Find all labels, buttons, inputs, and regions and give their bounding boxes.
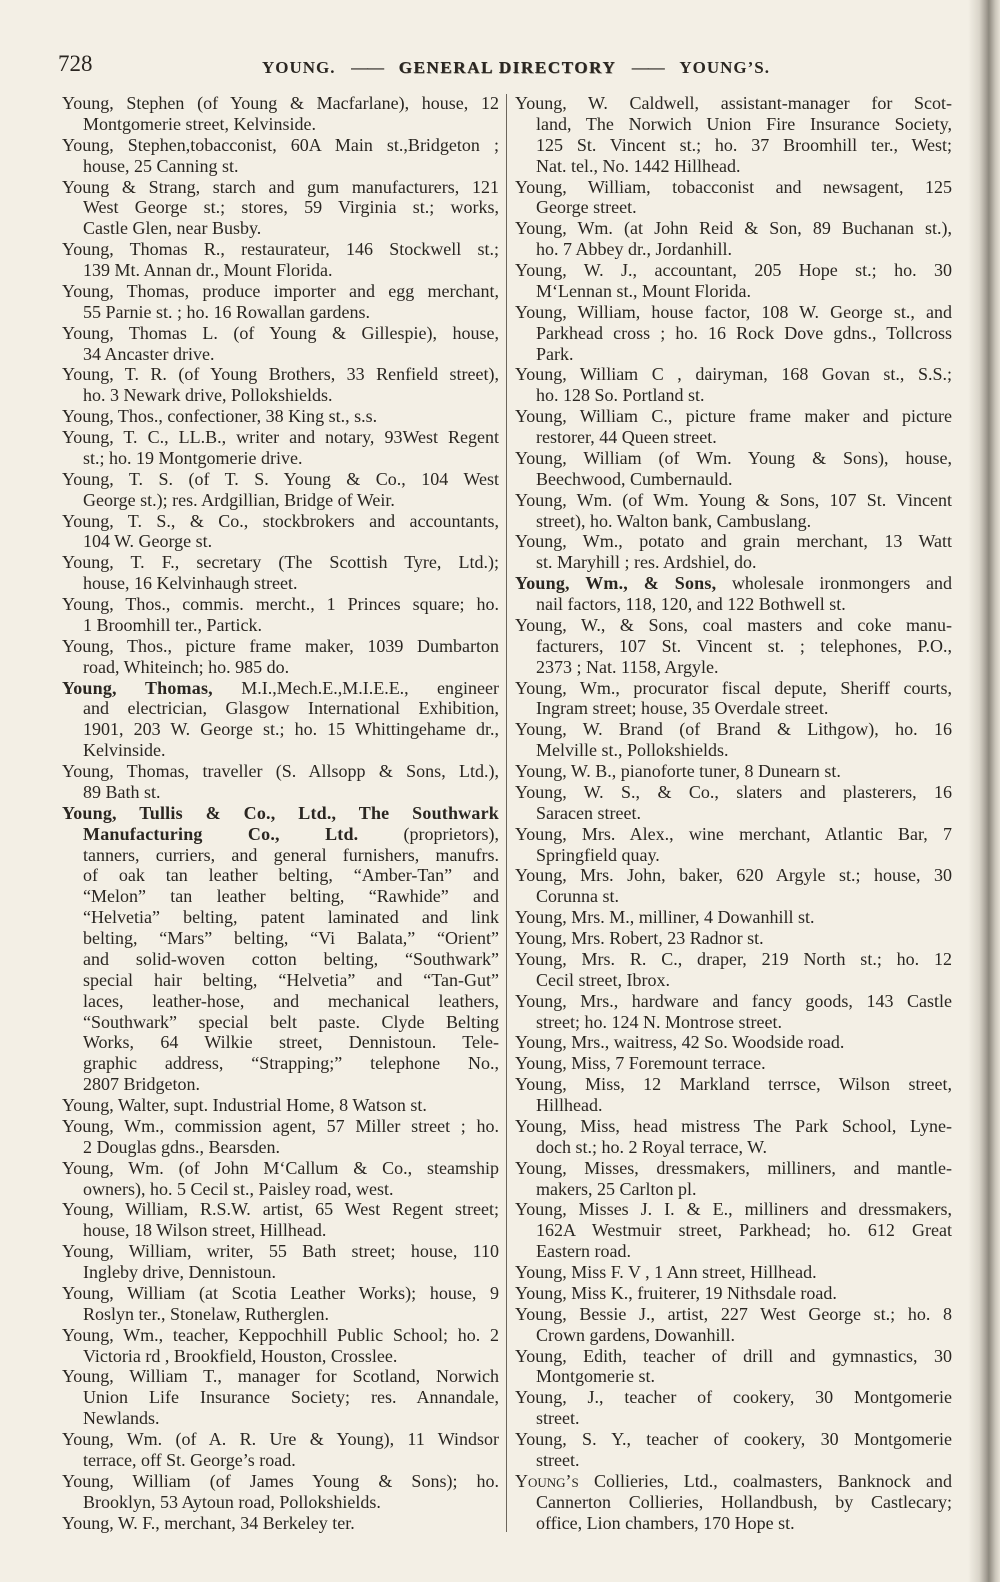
directory-entry: [515, 1304, 952, 1346]
directory-line: Young, William (of Wm. Young & Sons), house,: [515, 447, 952, 468]
directory-entry: [515, 1346, 952, 1388]
directory-line: st. Maryhill ; res. Ardshiel, do.: [536, 552, 757, 573]
directory-line: Young, W. J., accountant, 205 Hope st.; ho. 30: [515, 260, 952, 280]
directory-entry: [515, 448, 952, 490]
directory-line: Young, T. C., LL.B., writer and notary, 93West Regent: [62, 427, 499, 447]
directory-line: Young, Mrs., waitress, 42 So. Woodside road.: [515, 1032, 845, 1053]
directory-line: Park.: [536, 343, 574, 364]
directory-line: Young, Wm. (at John Reid & Son, 89 Buchanan st.),: [515, 218, 952, 239]
directory-entry: [515, 949, 952, 991]
directory-line: 34 Ancaster drive.: [83, 343, 215, 364]
directory-line: Young, Mrs. R. C., draper, 219 North st.; ho. 12: [515, 948, 952, 969]
directory-entry: [515, 1199, 952, 1262]
directory-line: Young, Thomas, traveller (S. Allsopp & Sons, Ltd.),: [62, 761, 499, 781]
directory-entry: [62, 239, 499, 281]
right-column: [515, 93, 952, 1533]
directory-line: street; ho. 124 N. Montrose street.: [536, 1011, 782, 1032]
running-title-surname: YOUNG.: [262, 58, 336, 77]
directory-line: Young, William T., manager for Scotland, Norwich: [62, 1366, 499, 1387]
directory-line: land, The Norwich Union Fire Insurance Society,: [536, 113, 952, 134]
directory-line: Young, W. S., & Co., slaters and plasterers, 16: [515, 781, 952, 802]
directory-entry: [62, 594, 499, 636]
directory-line: Young, T. F., secretary (The Scottish Tyre, Ltd.);: [62, 552, 499, 573]
directory-line: Eastern road.: [536, 1241, 631, 1262]
directory-line: ho. 3 Newark drive, Pollokshields.: [83, 385, 333, 406]
directory-line: Young, W. Brand (of Brand & Lithgow), ho. 16: [515, 719, 952, 740]
directory-line: Young, Mrs. John, baker, 620 Argyle st.; house, 30: [515, 865, 952, 886]
directory-line: Young, Wm., potato and grain merchant, 13 Watt: [515, 531, 952, 552]
directory-entry: [62, 323, 499, 365]
directory-entry: [515, 761, 952, 782]
directory-entry: [515, 260, 952, 302]
directory-line: Young, Miss, 12 Markland terrsce, Wilson street,: [515, 1074, 952, 1095]
directory-entry: [515, 678, 952, 720]
directory-line: Young, Miss F. V , 1 Ann street, Hillhead.: [515, 1262, 817, 1282]
bold-name-text: Young, Thomas,: [62, 677, 213, 698]
directory-line: Young, Miss, head mistress The Park School, Lyne-: [515, 1115, 952, 1136]
directory-line: terrace, off St. George’s road.: [83, 1449, 296, 1470]
directory-line: George street.: [536, 197, 637, 218]
directory-line: Beechwood, Cumbernauld.: [536, 468, 733, 489]
directory-line: office, Lion chambers, 170 Hope st.: [536, 1512, 795, 1533]
directory-entry: [515, 991, 952, 1033]
directory-line: Young, Wm., teacher, Keppochhill Public School; ho. 2: [62, 1324, 499, 1345]
directory-line: Hillhead.: [536, 1095, 603, 1115]
directory-line: ho. 128 So. Portland st.: [536, 385, 705, 406]
directory-entry: [62, 803, 499, 1095]
directory-line: Montgomerie st.: [536, 1366, 655, 1387]
left-column: [62, 93, 499, 1533]
directory-line: Young, W. B., pianoforte tuner, 8 Dunearn st.: [515, 761, 841, 781]
line-text: M.I.,Mech.E.,M.I.E.E., engineer: [212, 677, 499, 698]
directory-line: Young, Mrs., hardware and fancy goods, 143 Castle: [515, 990, 952, 1011]
directory-line: Young, J., teacher of cookery, 30 Montgomerie: [515, 1387, 952, 1408]
directory-line: of oak tan leather belting, “Amber-Tan” and: [83, 865, 499, 886]
directory-line: special hair belting, “Helvetia” and “Tan-Gut”: [83, 969, 499, 990]
directory-entry: [515, 907, 952, 928]
directory-line: Young, Thomas, produce importer and egg merchant,: [62, 280, 499, 301]
directory-entry: [515, 1074, 952, 1116]
directory-entry: [62, 469, 499, 511]
bold-name-text: Manufacturing Co., Ltd.: [83, 823, 359, 844]
directory-line: Young, Misses, dressmakers, milliners, and mantle-: [515, 1157, 952, 1178]
directory-line: [515, 1471, 952, 1492]
directory-line: Cecil street, Ibrox.: [536, 969, 670, 990]
directory-entry: [515, 1429, 952, 1471]
directory-entry: [62, 93, 499, 135]
running-title: [262, 56, 770, 80]
directory-line: house, 16 Kelvinhaugh street.: [83, 573, 298, 594]
directory-entry: [62, 1429, 499, 1471]
directory-line: Young, William, R.S.W. artist, 65 West Regent street;: [62, 1199, 499, 1220]
directory-entry: [515, 1158, 952, 1200]
directory-entry: [62, 1241, 499, 1283]
directory-line: Victoria rd , Brookfield, Houston, Crosslee.: [83, 1345, 398, 1366]
directory-line: Young, Miss K., fruiterer, 19 Nithsdale road.: [515, 1282, 837, 1303]
running-title-dash: ——: [631, 58, 664, 77]
directory-entry: [515, 406, 952, 448]
directory-line: Young, T. S. (of T. S. Young & Co., 104 West: [62, 468, 499, 489]
bold-name-text: Young, Wm., & Sons,: [515, 573, 717, 594]
directory-line: [515, 573, 952, 594]
directory-line: Young, T. S., & Co., stockbrokers and accountants,: [62, 510, 499, 531]
directory-line: Montgomerie street, Kelvinside.: [83, 113, 316, 134]
directory-line: tanners, curriers, and general furnishers, manufrs.: [83, 844, 499, 865]
directory-line: restorer, 44 Queen street.: [536, 427, 717, 447]
directory-line: Young, W. F., merchant, 34 Berkeley ter.: [62, 1512, 355, 1533]
directory-line: Young, Wm. (of John M‘Callum & Co., steamship: [62, 1157, 499, 1178]
directory-entry: [515, 364, 952, 406]
directory-line: Young, S. Y., teacher of cookery, 30 Montgomerie: [515, 1429, 952, 1449]
directory-entry: [515, 1262, 952, 1283]
directory-entry: [515, 928, 952, 949]
directory-line: Young, Miss, 7 Foremount terrace.: [515, 1053, 766, 1074]
directory-line: Young, W. Caldwell, assistant-manager for Scot-: [515, 93, 952, 113]
directory-line: Brooklyn, 53 Aytoun road, Pollokshields.: [83, 1491, 381, 1512]
directory-line: Young, Bessie J., artist, 227 West George st.; ho. 8: [515, 1303, 952, 1324]
directory-entry: [515, 824, 952, 866]
directory-line: Young, William C., picture frame maker and picture: [515, 406, 952, 427]
directory-line: Young, Walter, supt. Industrial Home, 8 Watson st.: [62, 1095, 427, 1115]
directory-entry: [62, 135, 499, 177]
page-number: 728: [58, 51, 93, 76]
directory-line: Young, Wm. (of A. R. Ure & Young), 11 Windsor: [62, 1429, 499, 1449]
directory-line: Saracen street.: [536, 802, 641, 823]
directory-line: Young, Stephen (of Young & Macfarlane), house, 12: [62, 93, 499, 113]
directory-entry: [515, 93, 952, 177]
directory-line: Cannerton Collieries, Hollandbush, by Castlecary;: [536, 1491, 952, 1512]
directory-entry: [62, 281, 499, 323]
directory-entry: [515, 865, 952, 907]
directory-line: “Helvetia” belting, patent laminated and link: [83, 907, 499, 928]
directory-line: 162A Westmuir street, Parkhead; ho. 612 Great: [536, 1220, 952, 1241]
directory-entry: [62, 552, 499, 594]
directory-line: Young, W., & Sons, coal masters and coke manu-: [515, 614, 952, 635]
directory-line: Young, William, house factor, 108 W. George st., and: [515, 301, 952, 322]
directory-line: “Southwark” special belt paste. Clyde Belting: [83, 1011, 499, 1032]
directory-line: Young, William, tobacconist and newsagent, 125: [515, 176, 952, 197]
directory-line: Works, 64 Wilkie street, Dennistoun. Tele-: [83, 1032, 499, 1053]
directory-line: Parkhead cross ; ho. 16 Rock Dove gdns., Tollcross: [536, 322, 952, 343]
directory-line: st.; ho. 19 Montgomerie drive.: [83, 447, 303, 468]
directory-entry: [62, 177, 499, 240]
directory-line: Young, William, writer, 55 Bath street; house, 110: [62, 1241, 499, 1262]
directory-line: Young, Thos., confectioner, 38 King st., s.s.: [62, 406, 378, 427]
directory-line: 1 Broomhill ter., Partick.: [83, 614, 262, 635]
directory-line: Melville st., Pollokshields.: [536, 740, 729, 761]
directory-line: Young, Stephen,tobacconist, 60A Main st.,Bridgeton ;: [62, 134, 499, 155]
directory-line: Kelvinside.: [83, 740, 166, 761]
directory-line: Young, Mrs. M., milliner, 4 Dowanhill st.: [515, 907, 815, 928]
directory-line: 55 Parnie st. ; ho. 16 Rowallan gardens.: [83, 301, 370, 322]
directory-line: 1901, 203 W. George st.; ho. 15 Whittingehame dr.,: [83, 719, 499, 740]
directory-line: road, Whiteinch; ho. 985 do.: [83, 656, 290, 677]
bold-name-text: Young, Tullis & Co., Ltd., The Southwark: [62, 802, 499, 823]
running-title-next-surname: YOUNG’S.: [679, 58, 770, 77]
directory-entry: [62, 1325, 499, 1367]
directory-entry: [62, 427, 499, 469]
directory-line: street.: [536, 1408, 580, 1429]
directory-line: facturers, 107 St. Vincent st. ; telephones, P.O.,: [536, 635, 952, 656]
directory-line: [62, 678, 499, 699]
directory-line: 139 Mt. Annan dr., Mount Florida.: [83, 260, 333, 280]
directory-line: M‘Lennan st., Mount Florida.: [536, 280, 751, 301]
directory-line: 104 W. George st.: [83, 531, 213, 552]
directory-entry: [515, 1283, 952, 1304]
directory-line: 2 Douglas gdns., Bearsden.: [83, 1136, 280, 1157]
directory-line: Young, Mrs. Alex., wine merchant, Atlantic Bar, 7: [515, 823, 952, 844]
directory-entry: [62, 636, 499, 678]
directory-entry: [515, 490, 952, 532]
directory-entry: [62, 406, 499, 427]
directory-line: [62, 803, 499, 824]
directory-entry: [515, 1471, 952, 1534]
directory-line: Young, Edith, teacher of drill and gymnastics, 30: [515, 1345, 952, 1366]
directory-line: doch st.; ho. 2 Royal terrace, W.: [536, 1136, 767, 1157]
directory-entry: [515, 1387, 952, 1429]
directory-entry: [62, 1366, 499, 1429]
directory-entry: [62, 678, 499, 762]
directory-line: West George st.; stores, 59 Virginia st.; works,: [83, 197, 499, 218]
directory-line: George st.); res. Ardgillian, Bridge of Weir.: [83, 489, 395, 510]
directory-line: Young, Wm. (of Wm. Young & Sons, 107 St. Vincent: [515, 489, 952, 510]
directory-entry: [62, 1199, 499, 1241]
directory-line: Young, Wm., commission agent, 57 Miller street ; ho.: [62, 1115, 499, 1136]
directory-line: and solid-woven cotton belting, “Southwark”: [83, 948, 499, 969]
directory-line: Springfield quay.: [536, 844, 660, 865]
directory-entry: [515, 177, 952, 219]
directory-line: ho. 7 Abbey dr., Jordanhill.: [536, 239, 732, 260]
directory-entry: [515, 1032, 952, 1053]
directory-entry: [515, 615, 952, 678]
directory-entry: [515, 1053, 952, 1074]
directory-line: street.: [536, 1449, 580, 1470]
directory-line: [62, 824, 499, 845]
directory-line: Young & Strang, starch and gum manufacturers, 121: [62, 176, 499, 197]
running-title-directory: GENERAL DIRECTORY: [398, 58, 617, 77]
directory-line: house, 18 Wilson street, Hillhead.: [83, 1220, 327, 1241]
directory-line: Young, William C , dairyman, 168 Govan st., S.S.;: [515, 364, 952, 385]
directory-line: Ingleby drive, Dennistoun.: [83, 1262, 276, 1282]
directory-line: Young, William (at Scotia Leather Works); house, 9: [62, 1282, 499, 1303]
directory-line: makers, 25 Carlton pl.: [536, 1178, 697, 1199]
directory-line: belting, “Mars” belting, “Vi Balata,” “Orient”: [83, 928, 499, 948]
directory-line: Corunna st.: [536, 886, 619, 907]
directory-line: street), ho. Walton bank, Cambuslang.: [536, 510, 812, 531]
directory-entry: [62, 1095, 499, 1116]
directory-entry: [515, 1116, 952, 1158]
directory-entry: [62, 1471, 499, 1513]
directory-line: Young, Thos., commis. mercht., 1 Princes square; ho.: [62, 594, 499, 614]
directory-line: nail factors, 118, 120, and 122 Bothwell st.: [536, 594, 846, 614]
directory-line: Castle Glen, near Busby.: [83, 218, 262, 239]
directory-entry: [62, 761, 499, 803]
directory-entry: [62, 1283, 499, 1325]
directory-line: Young, William (of James Young & Sons); ho.: [62, 1470, 499, 1491]
directory-line: graphic address, “Strapping;” telephone No.,: [83, 1053, 499, 1074]
directory-line: and electrician, Glasgow International Exhibition,: [83, 698, 499, 719]
running-title-dash: ——: [351, 58, 384, 77]
directory-line: Union Life Insurance Society; res. Annandale,: [83, 1387, 499, 1408]
directory-line: 125 St. Vincent st.; ho. 37 Broomhill ter., West;: [536, 134, 952, 155]
directory-line: owners), ho. 5 Cecil st., Paisley road, west.: [83, 1178, 394, 1199]
directory-line: 89 Bath st.: [83, 781, 161, 802]
directory-line: Young, T. R. (of Young Brothers, 33 Renfield street),: [62, 364, 499, 385]
directory-line: 2373 ; Nat. 1158, Argyle.: [536, 656, 719, 677]
directory-line: Young, Wm., procurator fiscal depute, Sheriff courts,: [515, 677, 952, 698]
column-divider: [506, 94, 507, 1532]
directory-entry: [515, 573, 952, 615]
directory-line: Newlands.: [83, 1408, 160, 1429]
line-text: Collieries, Ltd., coalmasters, Banknock and: [578, 1470, 952, 1491]
directory-line: Young, Thos., picture frame maker, 1039 Dumbarton: [62, 635, 499, 656]
page-edge-shadow: [968, 0, 1000, 1582]
small-caps-text: Young’s: [515, 1470, 579, 1491]
directory-line: Ingram street; house, 35 Overdale street.: [536, 698, 829, 719]
directory-entry: [515, 719, 952, 761]
directory-line: laces, leather-hose, and mechanical leathers,: [83, 990, 499, 1011]
directory-line: Young, Mrs. Robert, 23 Radnor st.: [515, 928, 764, 948]
directory-entry: [515, 302, 952, 365]
directory-line: “Melon” tan leather belting, “Rawhide” and: [83, 886, 499, 907]
directory-entry: [62, 364, 499, 406]
directory-entry: [62, 1116, 499, 1158]
directory-line: Nat. tel., No. 1442 Hillhead.: [536, 155, 741, 176]
line-text: (proprietors),: [358, 823, 499, 844]
directory-entry: [62, 511, 499, 553]
directory-entry: [515, 218, 952, 260]
directory-entry: [62, 1158, 499, 1200]
directory-line: house, 25 Canning st.: [83, 155, 239, 176]
directory-line: Crown gardens, Dowanhill.: [536, 1324, 735, 1345]
directory-entry: [62, 1513, 499, 1534]
directory-line: 2807 Bridgeton.: [83, 1074, 200, 1095]
line-text: wholesale ironmongers and: [716, 573, 952, 594]
directory-line: Young, Misses J. I. & E., milliners and dressmakers,: [515, 1199, 952, 1220]
directory-entry: [515, 531, 952, 573]
directory-entry: [515, 782, 952, 824]
directory-line: Young, Thomas L. (of Young & Gillespie), house,: [62, 322, 499, 343]
directory-line: Young, Thomas R., restaurateur, 146 Stockwell st.;: [62, 239, 499, 260]
directory-line: Roslyn ter., Stonelaw, Rutherglen.: [83, 1303, 329, 1324]
